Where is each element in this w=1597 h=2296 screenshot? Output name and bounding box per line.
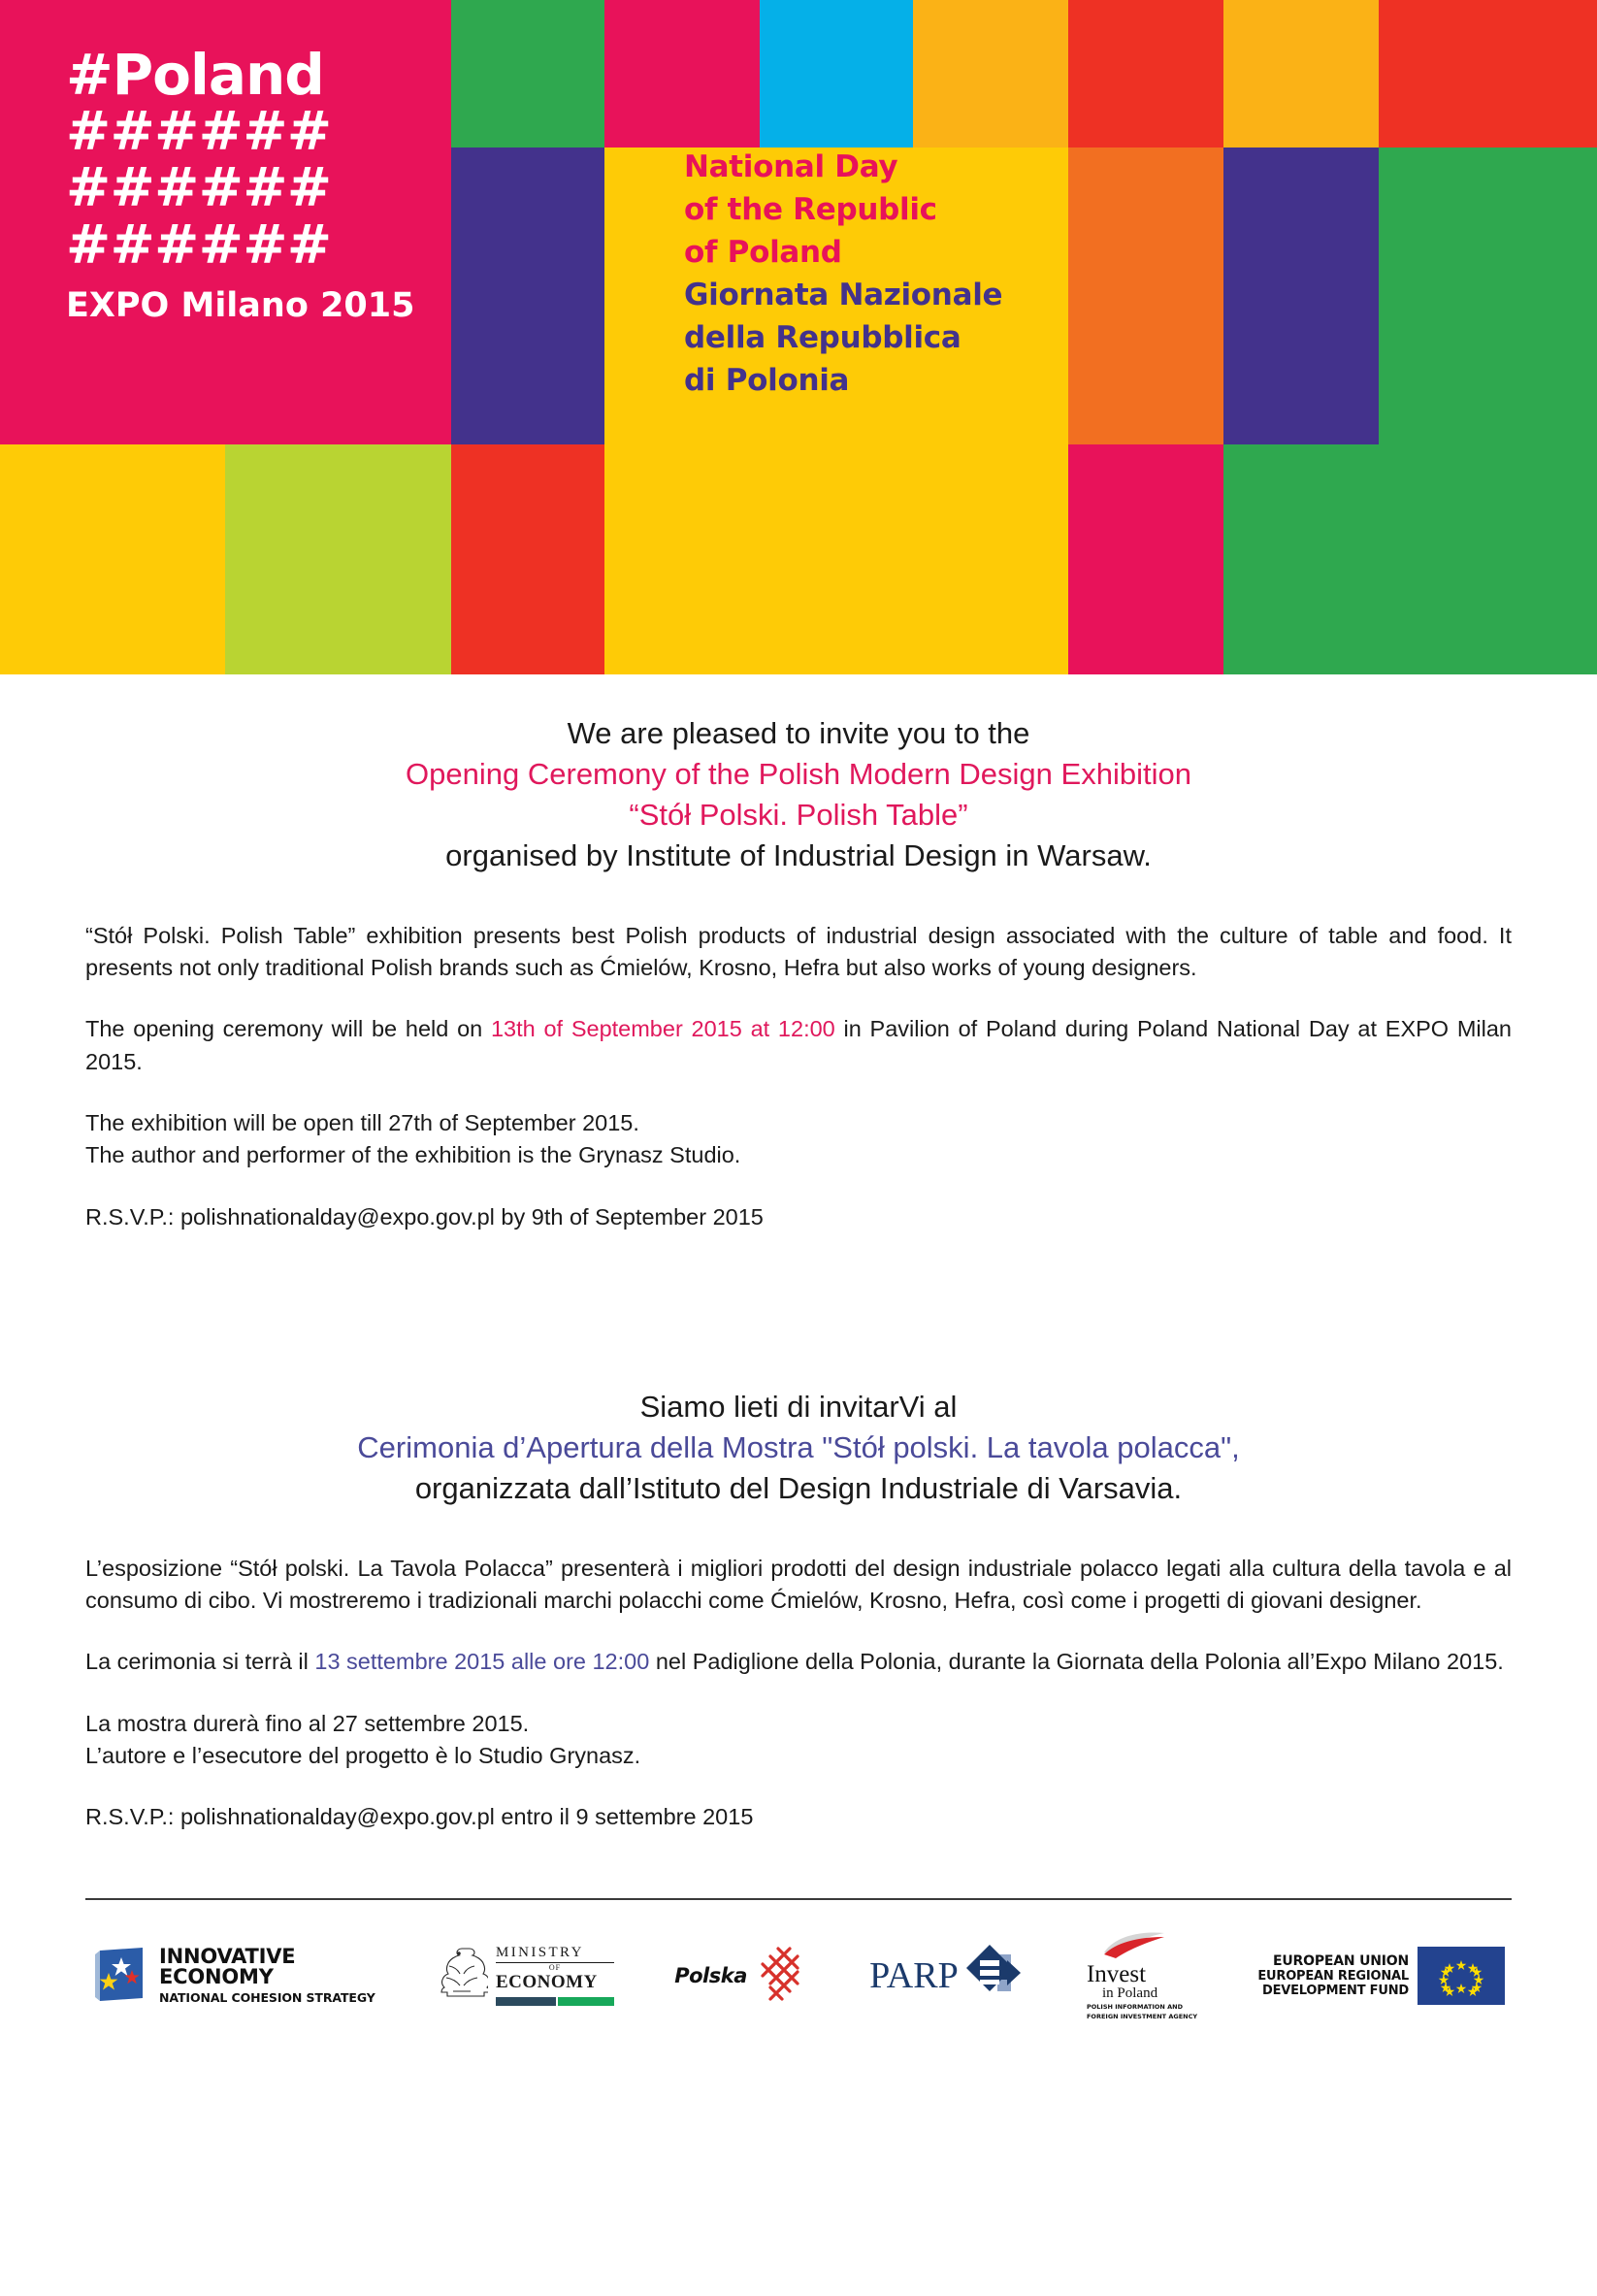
color-cell-amber-r1b	[1223, 0, 1379, 148]
color-cell-pink-r3	[1068, 444, 1223, 674]
footer-logo-bar	[0, 1900, 1597, 2026]
title-en-line-3: of Poland	[684, 235, 842, 271]
it-paragraph-rsvp: R.S.V.P.: polishnationalday@expo.gov.pl entro il 9 settembre 2015	[85, 1804, 754, 1830]
title-en-line-1: National Day	[684, 149, 898, 184]
polish-eagle-icon	[436, 1943, 488, 2008]
invest-line-3a: POLISH INFORMATION AND	[1086, 2002, 1183, 2011]
it-ceremony-suffix: nel Padiglione della Polonia, durante la Giornata della Polonia all’Expo Milano 2015.	[649, 1649, 1504, 1675]
eu-line-3: DEVELOPMENT FUND	[1261, 1983, 1409, 1998]
header-title-block	[684, 146, 1092, 402]
en-ceremony-date: 13th of September 2015 at 12:00	[490, 1016, 835, 1042]
it-open-till-line: La mostra durerà fino al 27 settembre 2015.	[85, 1710, 530, 1736]
en-paragraph-ceremony	[85, 1013, 1512, 1078]
invitation-body	[0, 713, 1597, 1834]
color-cell-amber-r1	[913, 0, 1068, 148]
color-cell-pink-r1	[604, 0, 760, 148]
language-separator-gap	[85, 1233, 1512, 1348]
en-head-line-2: Opening Ceremony of the Polish Modern Design Exhibition	[406, 757, 1191, 792]
color-cell-red-r1c	[1379, 0, 1597, 148]
invest-line-3b: FOREIGN INVESTMENT AGENCY	[1086, 2012, 1198, 2020]
innovative-economy-flag-icon	[92, 1947, 147, 2005]
en-head-line-4: organised by Institute of Industrial Design in Warsaw.	[445, 838, 1152, 873]
parp-logo	[869, 1943, 1027, 2008]
ministry-of-economy-logo	[436, 1943, 614, 2008]
logo-hashtag-poland: #Poland	[66, 42, 324, 108]
invest-in-poland-logo	[1087, 1931, 1197, 2020]
color-cell-red-r3	[451, 444, 604, 674]
header-banner	[0, 0, 1597, 674]
european-union-logo	[1257, 1947, 1505, 2005]
it-ceremony-prefix: La cerimonia si terrà il	[85, 1649, 315, 1675]
color-cell-yellow-r3	[0, 444, 225, 674]
invest-line-2: in Poland	[1101, 1984, 1158, 2001]
color-cell-orange-r2	[1068, 148, 1223, 444]
en-paragraph-rsvp: R.S.V.P.: polishnationalday@expo.gov.pl by 9th of September 2015	[85, 1203, 764, 1230]
en-author-line: The author and performer of the exhibition is the Grynasz Studio.	[85, 1142, 741, 1168]
color-cell-lime-r3	[225, 444, 451, 674]
title-it-line-1: Giornata Nazionale	[684, 278, 1003, 313]
ministry-line-1: MINISTRY	[496, 1945, 614, 1963]
color-cell-green-r3	[1223, 444, 1597, 674]
color-cell-purple-r2b	[1223, 148, 1379, 444]
color-cell-green-r2c	[1379, 148, 1597, 444]
eu-line-2: EUROPEAN REGIONAL	[1257, 1968, 1409, 1984]
it-paragraph-exhibition: L’esposizione “Stół polski. La Tavola Polacca” presenterà i migliori prodotti del design industriale polacco legati alla cultura della tavola e al consumo di cibo. Vi mostreremo i tradizionali marchi polacchi come Ćmielów, Krosno, Hefra, così come i progetti di giovani designer.	[85, 1555, 1512, 1613]
innovative-economy-line-1: INNOVATIVE	[159, 1944, 296, 1968]
logo-expo-milano-text: EXPO Milano 2015	[66, 285, 415, 325]
en-head-line-3: “Stół Polski. Polish Table”	[629, 798, 968, 833]
polska-brand-logo	[674, 1943, 809, 2008]
innovative-economy-line-2: ECONOMY	[159, 1965, 274, 1989]
title-en-line-2: of the Republic	[684, 192, 937, 228]
innovative-economy-logo	[92, 1944, 375, 2005]
color-cell-cyan-r1	[760, 0, 913, 148]
logo-hash-row-1: ######	[66, 100, 332, 162]
parp-diamond-arrow-icon	[964, 1943, 1027, 2008]
it-paragraph-open-till	[85, 1708, 1512, 1773]
color-cell-purple-r2	[451, 148, 604, 444]
innovative-economy-line-3: NATIONAL COHESION STRATEGY	[159, 1989, 375, 2005]
ministry-line-2: ECONOMY	[495, 1972, 598, 1993]
polska-folk-pattern-icon	[749, 1943, 809, 2008]
english-invitation-heading	[85, 713, 1512, 877]
eu-line-1: EUROPEAN UNION	[1273, 1952, 1409, 1969]
it-head-line-2: Cerimonia d’Apertura della Mostra "Stół polski. La tavola polacca",	[357, 1430, 1240, 1465]
en-open-till-line: The exhibition will be open till 27th of September 2015.	[85, 1110, 639, 1136]
it-author-line: L’autore e l’esecutore del progetto è lo Studio Grynasz.	[85, 1743, 641, 1769]
it-head-line-3: organizzata dall’Istituto del Design Industriale di Varsavia.	[414, 1471, 1183, 1506]
parp-label: PARP	[869, 1954, 959, 1996]
ministry-of-word: OF	[548, 1963, 562, 1973]
it-paragraph-ceremony	[85, 1646, 1512, 1678]
eu-flag-icon	[1418, 1947, 1505, 2005]
it-head-line-1: Siamo lieti di invitarVi al	[639, 1390, 958, 1425]
en-ceremony-prefix: The opening ceremony will be held on	[85, 1016, 491, 1042]
logo-hash-row-2: ######	[66, 156, 332, 219]
invest-line-1: Invest	[1086, 1960, 1147, 1987]
en-paragraph-exhibition: “Stół Polski. Polish Table” exhibition presents best Polish products of industrial design associated with the culture of table and food. It presents not only traditional Polish brands such as Ćmielów, Krosno, Hefra but also works of young designers.	[85, 922, 1512, 980]
expo-milano-logo	[0, 0, 451, 444]
color-cell-red-r1	[1068, 0, 1223, 148]
en-ceremony-suffix: in Pavilion of Poland during Poland National Day at EXPO Milan 2015.	[85, 1016, 1512, 1074]
logo-hash-row-3: ######	[66, 213, 332, 276]
en-head-line-1: We are pleased to invite you to the	[567, 716, 1030, 750]
color-cell-green-r1	[451, 0, 604, 148]
polska-label: Polska	[674, 1963, 747, 1987]
en-paragraph-open-till	[85, 1107, 1512, 1172]
italian-invitation-heading	[85, 1387, 1512, 1509]
ministry-color-bars	[496, 1997, 614, 2006]
invest-poland-flag-icon	[1100, 1931, 1168, 1963]
it-ceremony-date: 13 settembre 2015 alle ore 12:00	[314, 1649, 650, 1675]
title-it-line-3: di Polonia	[684, 363, 850, 399]
title-it-line-2: della Repubblica	[684, 320, 961, 356]
